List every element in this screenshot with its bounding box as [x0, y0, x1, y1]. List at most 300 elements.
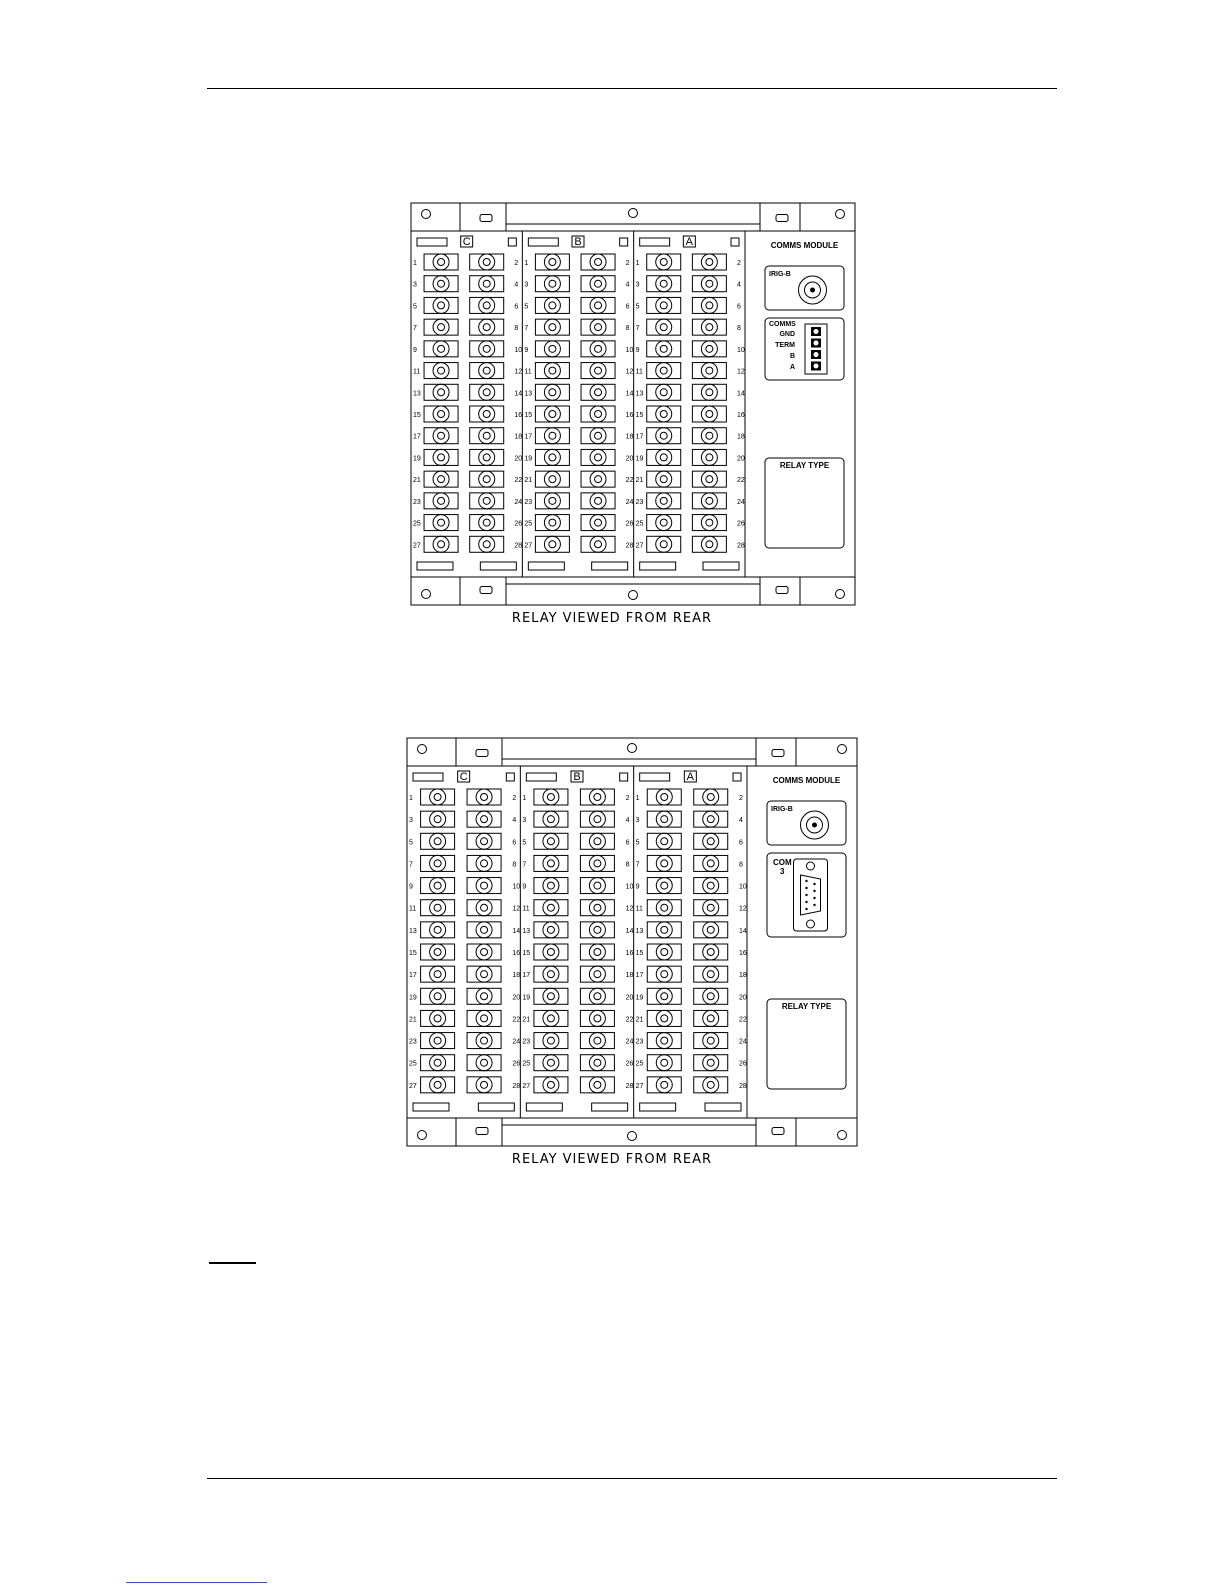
- terminal-screw-icon: [701, 254, 717, 270]
- terminal-number: 21: [522, 1016, 531, 1024]
- terminal-block: [424, 341, 458, 357]
- terminal-number: 14: [739, 927, 747, 935]
- terminal-screw-icon: [701, 384, 717, 400]
- terminal-block: [534, 944, 568, 960]
- terminal-screw-core: [706, 389, 713, 396]
- terminal-screw-icon: [656, 811, 672, 827]
- terminal-screw-core: [438, 389, 445, 396]
- terminal-number: 26: [625, 520, 634, 528]
- terminal-block: [694, 878, 728, 894]
- terminal-screw-icon: [433, 449, 449, 465]
- dsub-screw-icon: [807, 920, 815, 928]
- terminal-screw-core: [595, 454, 602, 461]
- terminal-screw-icon: [703, 811, 719, 827]
- terminal-block: [424, 276, 458, 292]
- terminal-number: 3: [635, 817, 640, 825]
- terminal-screw-core: [483, 345, 490, 352]
- terminal-number: 8: [514, 325, 519, 333]
- terminal-block: [647, 833, 681, 849]
- terminal-block: [580, 1055, 614, 1071]
- terminal-number: 1: [409, 795, 413, 802]
- terminal-screw-icon: [430, 811, 446, 827]
- terminal-screw-core: [594, 816, 601, 823]
- terminal-screw-core: [547, 926, 554, 933]
- db9-pin: [805, 894, 807, 896]
- terminal-screw-core: [661, 993, 668, 1000]
- terminal-screw-core: [547, 794, 554, 801]
- terminal-number: 4: [737, 281, 741, 289]
- irig-b-label: IRIG-B: [769, 271, 791, 278]
- terminal-screw-icon: [430, 789, 446, 805]
- terminal-screw-icon: [590, 449, 606, 465]
- terminal-screw-icon: [543, 1010, 559, 1026]
- terminal-screw-core: [594, 1015, 601, 1022]
- terminal-block: [421, 789, 455, 805]
- terminal-number: 20: [625, 994, 634, 1002]
- footer-rule: [207, 1478, 1057, 1479]
- terminal-screw-core: [547, 838, 554, 845]
- terminal-number: 4: [739, 817, 743, 825]
- terminal-number: 2: [737, 260, 741, 267]
- terminal-number: 6: [625, 839, 630, 847]
- slot-letter: B: [574, 236, 582, 248]
- terminal-screw-icon: [479, 254, 495, 270]
- terminal-screw-icon: [476, 1055, 492, 1071]
- terminal-block: [694, 900, 728, 916]
- terminal-block: [470, 341, 504, 357]
- terminal-screw-icon: [656, 1033, 672, 1049]
- terminal-block: [424, 384, 458, 400]
- terminal-number: 5: [522, 839, 527, 847]
- terminal-number: 13: [522, 927, 531, 935]
- terminal-number: 19: [635, 994, 644, 1002]
- terminal-block: [692, 493, 726, 509]
- terminal-screw-core: [438, 367, 445, 374]
- terminal-number: 6: [512, 839, 517, 847]
- terminal-screw-core: [481, 1015, 488, 1022]
- terminal-screw-icon: [701, 493, 717, 509]
- terminal-number: 10: [737, 346, 745, 354]
- terminal-number: 20: [739, 994, 747, 1002]
- terminal-number: 16: [739, 950, 747, 957]
- note-underline: [209, 1254, 256, 1264]
- terminal-screw-icon: [589, 1077, 605, 1093]
- terminal-number: 18: [625, 433, 634, 441]
- terminal-screw-core: [434, 971, 441, 978]
- terminal-number: 11: [635, 368, 643, 376]
- terminal-screw-icon: [589, 855, 605, 871]
- terminal-number: 5: [635, 303, 640, 311]
- terminal-number: 7: [635, 325, 640, 333]
- terminal-screw-icon: [703, 833, 719, 849]
- terminal-number: 4: [625, 817, 630, 825]
- comms-pin-hole: [814, 364, 819, 369]
- terminal-screw-icon: [476, 1077, 492, 1093]
- terminal-screw-icon: [656, 1055, 672, 1071]
- terminal-block: [694, 811, 728, 827]
- terminal-screw-core: [547, 860, 554, 867]
- terminal-block: [424, 254, 458, 270]
- terminal-block: [647, 254, 681, 270]
- terminal-screw-icon: [701, 276, 717, 292]
- terminal-block: [470, 536, 504, 552]
- terminal-screw-core: [481, 949, 488, 956]
- terminal-block: [535, 254, 569, 270]
- terminal-screw-core: [547, 1037, 554, 1044]
- terminal-number: 17: [524, 433, 533, 441]
- terminal-block: [580, 988, 614, 1004]
- terminal-screw-core: [438, 259, 445, 266]
- terminal-screw-core: [481, 838, 488, 845]
- terminal-screw-core: [547, 971, 554, 978]
- terminal-screw-core: [434, 926, 441, 933]
- terminal-screw-core: [707, 816, 714, 823]
- terminal-block: [467, 1033, 501, 1049]
- terminal-screw-core: [481, 993, 488, 1000]
- terminal-screw-core: [707, 882, 714, 889]
- comms-pin-label: A: [789, 364, 795, 371]
- terminal-screw-core: [661, 926, 668, 933]
- terminal-number: 22: [512, 1016, 521, 1024]
- db9-pin: [805, 887, 807, 889]
- terminal-number: 19: [413, 455, 421, 463]
- terminal-number: 15: [413, 412, 421, 419]
- terminal-number: 1: [524, 260, 529, 267]
- terminal-block: [692, 297, 726, 313]
- terminal-screw-icon: [479, 493, 495, 509]
- terminal-screw-icon: [544, 515, 560, 531]
- terminal-block: [424, 319, 458, 335]
- terminal-block: [467, 966, 501, 982]
- terminal-block: [692, 384, 726, 400]
- terminal-number: 17: [409, 972, 417, 980]
- terminal-block: [581, 493, 615, 509]
- terminal-screw-icon: [590, 428, 606, 444]
- terminal-number: 11: [409, 905, 417, 913]
- terminal-number: 23: [409, 1038, 417, 1046]
- terminal-screw-icon: [433, 493, 449, 509]
- terminal-screw-icon: [430, 1055, 446, 1071]
- terminal-block: [580, 900, 614, 916]
- comms-pin-label: GND: [779, 331, 795, 338]
- terminal-block: [470, 297, 504, 313]
- mounting-hole-icon: [836, 590, 845, 599]
- terminal-screw-core: [706, 324, 713, 331]
- terminal-number: 1: [635, 795, 640, 802]
- terminal-screw-icon: [479, 276, 495, 292]
- db9-pin: [805, 880, 807, 882]
- terminal-number: 16: [625, 412, 634, 419]
- db9-pin: [813, 890, 815, 892]
- terminal-block: [534, 833, 568, 849]
- terminal-screw-core: [549, 497, 556, 504]
- terminal-number: 21: [524, 477, 533, 485]
- terminal-screw-icon: [656, 493, 672, 509]
- slot-letter: C: [459, 771, 468, 783]
- label-strip: [592, 562, 628, 570]
- terminal-screw-core: [595, 259, 602, 266]
- terminal-screw-icon: [479, 536, 495, 552]
- terminal-screw-icon: [476, 833, 492, 849]
- terminal-number: 18: [512, 972, 521, 980]
- terminal-screw-icon: [656, 833, 672, 849]
- terminal-number: 28: [625, 1082, 634, 1090]
- terminal-number: 19: [635, 455, 644, 463]
- terminal-screw-icon: [543, 855, 559, 871]
- terminal-screw-icon: [479, 384, 495, 400]
- terminal-screw-core: [438, 541, 445, 548]
- terminal-screw-icon: [589, 833, 605, 849]
- terminal-block: [647, 988, 681, 1004]
- terminal-screw-icon: [589, 966, 605, 982]
- terminal-screw-icon: [543, 944, 559, 960]
- terminal-number: 5: [409, 839, 413, 847]
- terminal-screw-icon: [703, 988, 719, 1004]
- terminal-number: 15: [522, 950, 531, 957]
- terminal-number: 27: [413, 542, 421, 550]
- terminal-screw-core: [549, 324, 556, 331]
- terminal-block: [534, 1033, 568, 1049]
- terminal-screw-core: [438, 454, 445, 461]
- mounting-slot-icon: [476, 1128, 488, 1135]
- terminal-screw-core: [438, 519, 445, 526]
- terminal-screw-core: [660, 345, 667, 352]
- label-strip: [592, 1103, 628, 1111]
- terminal-screw-core: [707, 1081, 714, 1088]
- terminal-block: [580, 833, 614, 849]
- terminal-number: 24: [512, 1038, 521, 1046]
- terminal-screw-core: [481, 1081, 488, 1088]
- terminal-screw-core: [438, 497, 445, 504]
- terminal-number: 8: [625, 325, 630, 333]
- terminal-number: 22: [739, 1016, 747, 1024]
- terminal-block: [692, 471, 726, 487]
- terminal-block: [535, 449, 569, 465]
- terminal-block: [535, 341, 569, 357]
- terminal-block: [424, 471, 458, 487]
- terminal-screw-core: [595, 411, 602, 418]
- terminal-screw-core: [547, 1059, 554, 1066]
- db9-pin: [813, 904, 815, 906]
- terminal-screw-core: [434, 794, 441, 801]
- db9-connector-icon: [801, 875, 821, 915]
- terminal-block: [694, 922, 728, 938]
- terminal-screw-icon: [701, 341, 717, 357]
- terminal-block: [694, 988, 728, 1004]
- terminal-screw-icon: [479, 319, 495, 335]
- terminal-number: 12: [512, 905, 521, 913]
- terminal-number: 22: [514, 477, 523, 485]
- terminal-block: [647, 276, 681, 292]
- label-strip: [480, 562, 516, 570]
- terminal-screw-icon: [476, 811, 492, 827]
- terminal-number: 23: [635, 498, 644, 506]
- mounting-slot-icon: [776, 215, 788, 222]
- terminal-screw-core: [434, 882, 441, 889]
- label-strip: [526, 773, 556, 781]
- terminal-number: 17: [522, 972, 531, 980]
- terminal-screw-core: [434, 993, 441, 1000]
- terminal-number: 10: [514, 346, 523, 354]
- terminal-screw-core: [706, 280, 713, 287]
- terminal-screw-core: [549, 476, 556, 483]
- terminal-block: [467, 789, 501, 805]
- terminal-screw-icon: [590, 341, 606, 357]
- terminal-block: [470, 384, 504, 400]
- terminal-screw-core: [594, 794, 601, 801]
- terminal-block: [470, 471, 504, 487]
- terminal-number: 23: [522, 1038, 531, 1046]
- mounting-hole-icon: [838, 1131, 847, 1140]
- terminal-screw-core: [547, 816, 554, 823]
- terminal-number: 8: [739, 861, 743, 869]
- terminal-screw-core: [483, 411, 490, 418]
- terminal-block: [647, 341, 681, 357]
- com-number: 3: [780, 867, 785, 876]
- footer-link-line: [126, 1582, 267, 1583]
- mounting-slot-icon: [772, 1128, 784, 1135]
- terminal-screw-core: [549, 454, 556, 461]
- terminal-screw-core: [594, 1059, 601, 1066]
- terminal-number: 10: [625, 883, 634, 891]
- mounting-hole-icon: [422, 590, 431, 599]
- terminal-screw-core: [438, 345, 445, 352]
- terminal-screw-icon: [589, 789, 605, 805]
- terminal-screw-core: [706, 411, 713, 418]
- terminal-number: 3: [635, 281, 640, 289]
- terminal-screw-core: [481, 816, 488, 823]
- terminal-screw-icon: [543, 966, 559, 982]
- mounting-hole-icon: [836, 210, 845, 219]
- terminal-screw-core: [706, 519, 713, 526]
- terminal-screw-icon: [590, 406, 606, 422]
- terminal-number: 9: [413, 346, 417, 354]
- terminal-screw-core: [661, 794, 668, 801]
- terminal-block: [692, 341, 726, 357]
- terminal-number: 28: [625, 542, 634, 550]
- terminal-screw-core: [594, 971, 601, 978]
- terminal-screw-core: [595, 476, 602, 483]
- terminal-screw-icon: [430, 878, 446, 894]
- terminal-screw-core: [660, 476, 667, 483]
- terminal-number: 28: [737, 542, 745, 550]
- terminal-screw-icon: [656, 1010, 672, 1026]
- terminal-block: [581, 276, 615, 292]
- terminal-block: [467, 1010, 501, 1026]
- terminal-screw-icon: [656, 966, 672, 982]
- terminal-screw-core: [438, 302, 445, 309]
- terminal-screw-core: [660, 411, 667, 418]
- terminal-screw-core: [707, 993, 714, 1000]
- terminal-number: 3: [524, 281, 529, 289]
- terminal-number: 4: [512, 817, 517, 825]
- terminal-number: 8: [512, 861, 517, 869]
- terminal-screw-core: [661, 838, 668, 845]
- terminal-screw-core: [661, 882, 668, 889]
- terminal-screw-icon: [544, 471, 560, 487]
- relay-type-label: RELAY TYPE: [779, 461, 830, 470]
- terminal-number: 28: [512, 1082, 521, 1090]
- terminal-number: 2: [514, 260, 519, 267]
- terminal-block: [647, 1077, 681, 1093]
- terminal-number: 10: [512, 883, 521, 891]
- terminal-block: [421, 922, 455, 938]
- terminal-block: [692, 515, 726, 531]
- mounting-hole-icon: [628, 1132, 637, 1141]
- terminal-screw-core: [661, 1081, 668, 1088]
- terminal-screw-core: [594, 993, 601, 1000]
- terminal-screw-core: [660, 302, 667, 309]
- com-label: COM: [773, 858, 792, 867]
- terminal-screw-core: [481, 926, 488, 933]
- terminal-screw-core: [706, 259, 713, 266]
- terminal-number: 2: [625, 260, 630, 267]
- terminal-screw-icon: [476, 789, 492, 805]
- terminal-block: [692, 428, 726, 444]
- terminal-screw-icon: [656, 536, 672, 552]
- slot-letter: C: [462, 236, 471, 248]
- mounting-slot-icon: [480, 215, 492, 222]
- terminal-number: 7: [635, 861, 640, 869]
- mounting-hole-icon: [838, 745, 847, 754]
- terminal-number: 6: [625, 303, 630, 311]
- terminal-block: [647, 944, 681, 960]
- terminal-block: [421, 833, 455, 849]
- terminal-screw-icon: [656, 944, 672, 960]
- terminal-block: [421, 988, 455, 1004]
- terminal-screw-icon: [701, 406, 717, 422]
- terminal-screw-core: [547, 1081, 554, 1088]
- terminal-screw-icon: [544, 428, 560, 444]
- terminal-screw-core: [483, 367, 490, 374]
- terminal-screw-icon: [703, 1033, 719, 1049]
- terminal-block: [581, 384, 615, 400]
- terminal-block: [647, 900, 681, 916]
- terminal-screw-icon: [589, 944, 605, 960]
- terminal-number: 27: [409, 1082, 417, 1090]
- comms-pin-hole: [814, 352, 819, 357]
- terminal-screw-icon: [656, 363, 672, 379]
- label-strip: [417, 238, 447, 246]
- terminal-screw-core: [483, 519, 490, 526]
- terminal-block: [470, 363, 504, 379]
- terminal-number: 24: [739, 1038, 747, 1046]
- terminal-screw-icon: [476, 922, 492, 938]
- terminal-screw-core: [660, 519, 667, 526]
- terminal-screw-icon: [433, 406, 449, 422]
- relay-type-box: [767, 999, 846, 1089]
- terminal-screw-core: [594, 882, 601, 889]
- terminal-screw-icon: [479, 449, 495, 465]
- terminal-screw-icon: [544, 297, 560, 313]
- label-strip: [413, 1103, 449, 1111]
- terminal-block: [647, 536, 681, 552]
- terminal-number: 19: [522, 994, 531, 1002]
- terminal-screw-icon: [590, 515, 606, 531]
- terminal-number: 2: [625, 795, 630, 802]
- terminal-block: [692, 449, 726, 465]
- terminal-block: [424, 536, 458, 552]
- terminal-block: [424, 363, 458, 379]
- figure-2-caption: RELAY VIEWED FROM REAR: [511, 1152, 713, 1167]
- terminal-screw-icon: [703, 900, 719, 916]
- terminal-number: 21: [413, 477, 421, 485]
- terminal-screw-core: [438, 432, 445, 439]
- terminal-block: [467, 833, 501, 849]
- terminal-block: [424, 493, 458, 509]
- terminal-number: 19: [409, 994, 417, 1002]
- terminal-screw-core: [594, 949, 601, 956]
